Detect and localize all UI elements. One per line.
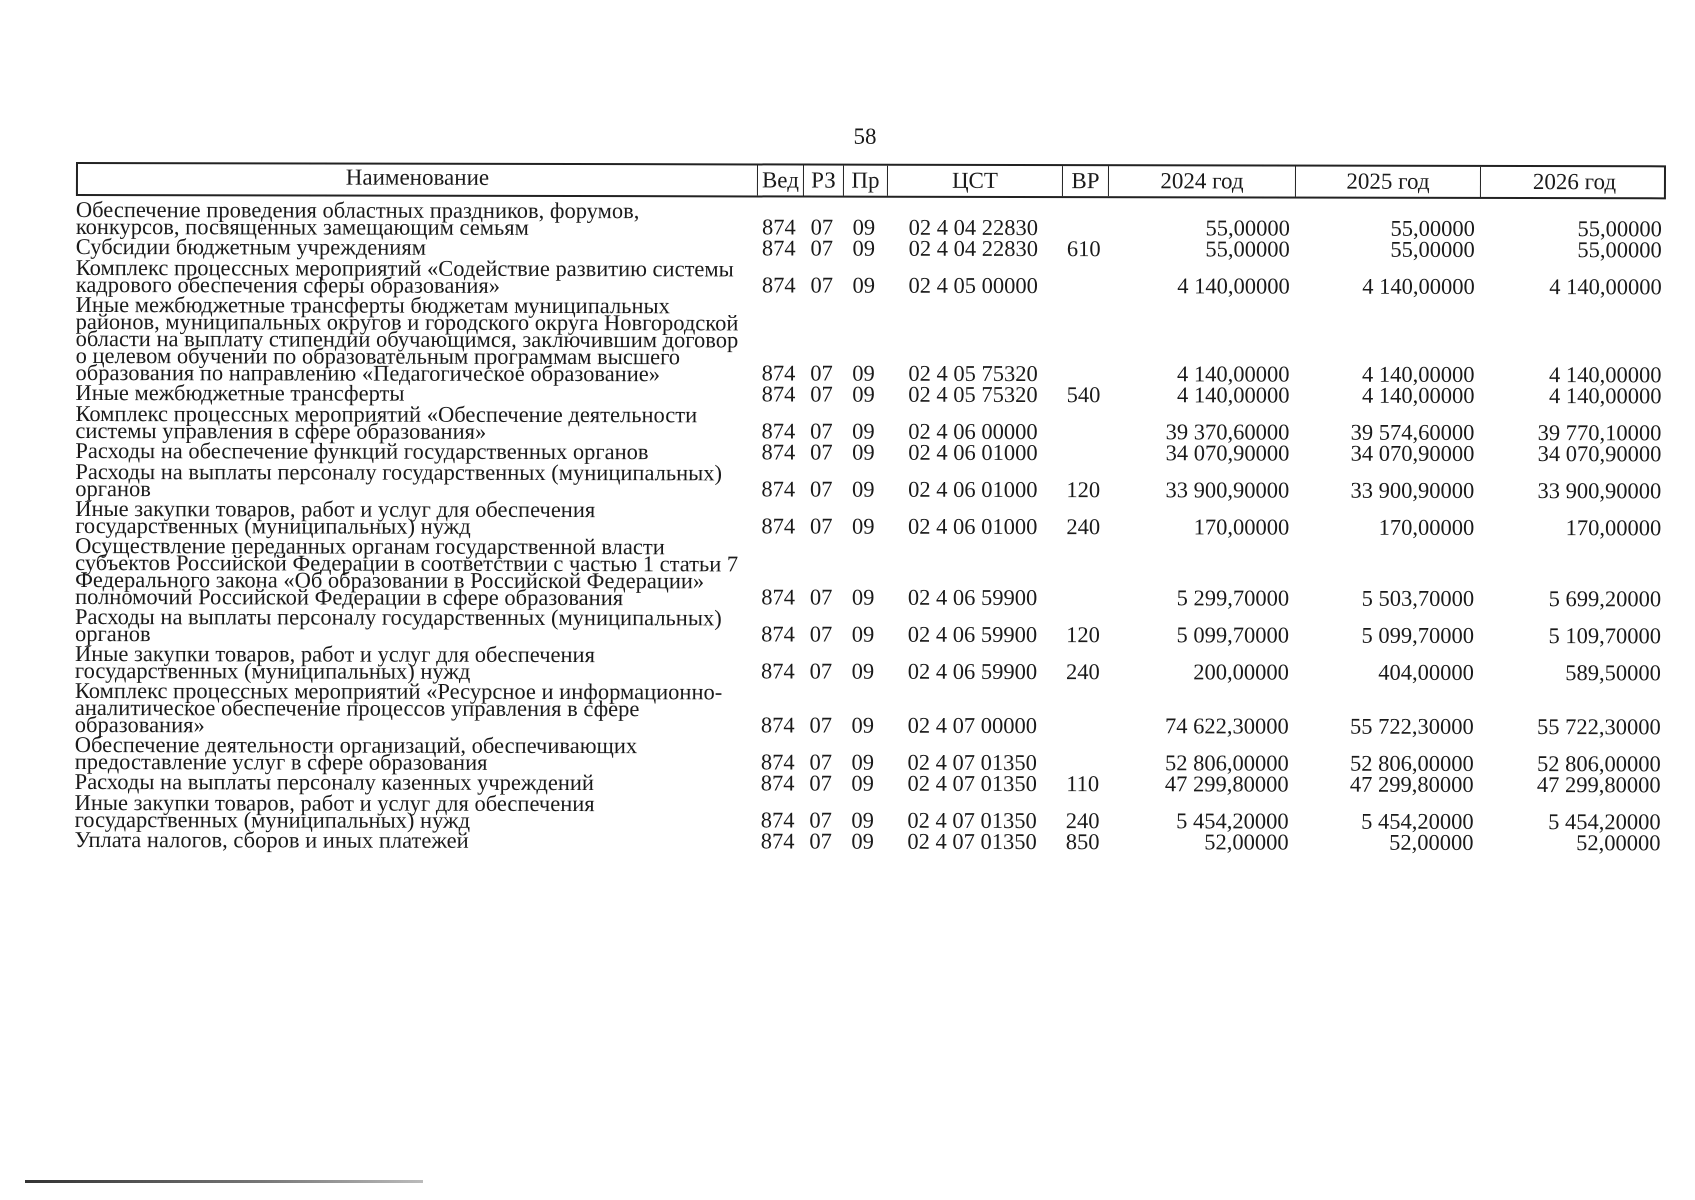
row-rz: 07 xyxy=(810,214,834,240)
row-2025: 5 099,70000 xyxy=(1361,622,1475,648)
row-2024: 33 900,90000 xyxy=(1165,477,1290,503)
row-name: Расходы на выплаты персоналу государственных (муниципальных) органов xyxy=(74,603,722,647)
row-2026: 55,00000 xyxy=(1577,216,1662,242)
row-2026: 39 770,10000 xyxy=(1537,420,1662,446)
row-2024: 34 070,90000 xyxy=(1165,440,1290,466)
row-pr: 09 xyxy=(852,418,875,444)
row-name: Расходы на выплаты персоналу государственных (муниципальных) органов xyxy=(75,458,723,502)
table-row xyxy=(74,789,1665,835)
row-ved: 874 xyxy=(760,828,795,854)
row-cst: 02 4 06 59900 xyxy=(907,584,1038,611)
row-2024: 5 099,70000 xyxy=(1176,622,1290,648)
row-pr: 09 xyxy=(851,770,874,796)
row-vr xyxy=(1060,731,1106,735)
header-2024: 2024 год xyxy=(1109,166,1296,196)
row-name: Комплекс процессных мероприятий «Содействие развитию системы кадрового обеспечения сферы образования» xyxy=(75,254,734,298)
row-2025: 33 900,90000 xyxy=(1350,477,1475,503)
row-name: Иные закупки товаров, работ и услуг для обеспечения государственных (муниципальных) нужд xyxy=(74,640,595,684)
table-row xyxy=(75,196,1666,242)
row-pr: 09 xyxy=(851,807,874,833)
row-pr: 09 xyxy=(852,476,875,502)
row-vr: 240 xyxy=(1065,808,1100,834)
row-2026: 52 806,00000 xyxy=(1536,751,1661,777)
row-2025: 55,00000 xyxy=(1390,215,1475,241)
row-vr: 610 xyxy=(1066,236,1101,262)
row-name: Субсидии бюджетным учреждениям xyxy=(75,233,426,260)
row-ved: 874 xyxy=(760,770,795,796)
row-name: Расходы на выплаты персоналу казенных учреждений xyxy=(74,768,595,796)
table-body xyxy=(74,196,1666,856)
table-row xyxy=(75,495,1665,541)
row-cst: 02 4 07 01350 xyxy=(907,749,1037,776)
row-name: Обеспечение проведения областных праздников, форумов, конкурсов, посвященных замещающим семьям xyxy=(75,196,640,240)
header-rz: РЗ xyxy=(804,166,844,196)
row-name: Комплекс процессных мероприятий «Обеспечение деятельности системы управления в сфере образования» xyxy=(75,400,698,444)
row-ved: 874 xyxy=(761,513,796,539)
row-2024: 170,00000 xyxy=(1193,514,1290,540)
row-rz: 07 xyxy=(809,584,833,610)
row-2024: 4 140,00000 xyxy=(1177,361,1290,387)
row-2024: 52 806,00000 xyxy=(1164,750,1289,776)
row-2026: 4 140,00000 xyxy=(1548,383,1662,409)
row-2026: 47 299,80000 xyxy=(1536,772,1661,798)
header-2026: 2026 год xyxy=(1532,169,1617,195)
table-row xyxy=(74,826,1665,856)
row-ved: 874 xyxy=(761,418,796,444)
table-row xyxy=(75,532,1665,612)
row-ved: 874 xyxy=(761,439,796,465)
row-2024: 55,00000 xyxy=(1205,215,1290,241)
row-ved: 874 xyxy=(761,235,796,261)
row-2024: 5 454,20000 xyxy=(1176,808,1289,834)
row-pr: 09 xyxy=(851,749,875,775)
row-2026: 5 454,20000 xyxy=(1548,809,1661,835)
row-cst: 02 4 07 01350 xyxy=(907,828,1037,855)
row-pr: 09 xyxy=(852,381,875,407)
row-rz: 07 xyxy=(810,418,833,444)
row-2025: 52 806,00000 xyxy=(1349,750,1474,776)
row-vr xyxy=(1060,603,1106,607)
row-pr: 09 xyxy=(851,712,875,738)
row-name: Уплата налогов, сборов и иных платежей xyxy=(74,826,469,853)
row-2025: 52,00000 xyxy=(1389,829,1474,855)
table-row xyxy=(75,400,1665,446)
row-2024: 5 299,70000 xyxy=(1176,585,1290,611)
row-ved: 874 xyxy=(761,584,795,610)
row-2026: 55,00000 xyxy=(1577,237,1662,263)
row-vr: 540 xyxy=(1066,382,1101,408)
row-2026: 4 140,00000 xyxy=(1549,274,1662,300)
row-ved: 874 xyxy=(760,807,795,833)
row-rz: 07 xyxy=(810,476,833,502)
row-name: Иные межбюджетные трансферты бюджетам муниципальных районов, муниципальных округов и городского округа Новгородской области на выплату стипендии обучающимся, заключившим договор о целевом обучении по образовательным программам высшего образования по направлению «Педагогическое образование» xyxy=(75,291,739,387)
row-cst: 02 4 06 00000 xyxy=(908,418,1038,445)
row-rz: 07 xyxy=(809,513,833,539)
row-rz: 07 xyxy=(809,658,833,684)
row-cst: 02 4 06 59900 xyxy=(907,658,1038,685)
header-vr: ВР xyxy=(1063,166,1109,196)
header-ved: Вед xyxy=(758,165,804,195)
header-cst: ЦСТ xyxy=(888,166,1063,196)
row-cst: 02 4 06 01000 xyxy=(908,439,1038,466)
row-2024: 4 140,00000 xyxy=(1176,382,1290,408)
row-cst: 02 4 04 22830 xyxy=(908,214,1039,241)
row-2024: 52,00000 xyxy=(1204,829,1289,855)
row-2024: 200,00000 xyxy=(1193,659,1289,685)
row-2025: 39 574,60000 xyxy=(1350,419,1475,445)
row-cst: 02 4 05 75320 xyxy=(908,381,1038,408)
table-row xyxy=(74,640,1665,686)
table-row xyxy=(75,254,1666,300)
row-2025: 4 140,00000 xyxy=(1361,382,1475,408)
row-ved: 874 xyxy=(761,360,796,386)
row-ved: 874 xyxy=(760,749,795,775)
row-2025: 55 722,30000 xyxy=(1350,713,1474,739)
row-name: Иные закупки товаров, работ и услуг для обеспечения государственных (муниципальных) нужд xyxy=(74,789,595,833)
row-ved: 874 xyxy=(761,214,796,240)
table-row xyxy=(75,291,1666,388)
row-name: Расходы на обеспечение функций государственных органов xyxy=(75,437,649,465)
row-name: Иные межбюджетные трансферты xyxy=(75,379,405,406)
row-2026: 34 070,90000 xyxy=(1537,441,1662,467)
row-ved: 874 xyxy=(761,272,796,298)
row-cst: 02 4 05 75320 xyxy=(908,360,1038,387)
row-pr: 09 xyxy=(851,513,875,539)
row-ved: 874 xyxy=(761,658,795,684)
row-vr: 110 xyxy=(1066,771,1100,797)
row-2026: 589,50000 xyxy=(1565,660,1661,686)
row-name: Иные закупки товаров, работ и услуг для обеспечения государственных (муниципальных) нужд xyxy=(75,495,596,539)
row-pr: 09 xyxy=(851,658,875,684)
table-row xyxy=(74,603,1665,649)
row-name: Комплекс процессных мероприятий «Ресурсное и информационно-аналитическое обеспечение процессов управления в сфере образования» xyxy=(74,677,723,738)
header-pr: Пр xyxy=(844,166,888,196)
row-pr: 09 xyxy=(851,584,875,610)
row-rz: 07 xyxy=(809,621,833,647)
row-rz: 07 xyxy=(809,828,832,854)
row-pr: 09 xyxy=(852,360,875,386)
row-vr: 240 xyxy=(1066,514,1101,540)
row-rz: 07 xyxy=(809,807,832,833)
header-name: Наименование xyxy=(78,164,758,195)
row-rz: 07 xyxy=(810,381,833,407)
header-2025: 2025 год xyxy=(1296,167,1481,197)
row-rz: 07 xyxy=(809,749,833,775)
row-2024: 47 299,80000 xyxy=(1164,771,1289,797)
row-pr: 09 xyxy=(852,439,875,465)
row-cst: 02 4 04 22830 xyxy=(908,235,1039,262)
row-name: Осуществление переданных органам государственной власти субъектов Российской Федерации в соответствии с частью 1 статьи 7 Федерального закона «Об образовании в Российской Федерации» полномочий Российской Федерации в сфере образования xyxy=(75,532,739,611)
row-rz: 07 xyxy=(810,360,833,386)
row-name: Обеспечение деятельности организаций, обеспечивающих предоставление услуг в сфере образования xyxy=(74,731,638,775)
row-vr: 120 xyxy=(1066,477,1101,503)
row-2025: 4 140,00000 xyxy=(1362,361,1475,387)
table-row xyxy=(74,731,1665,777)
row-2026: 170,00000 xyxy=(1565,515,1662,541)
row-vr xyxy=(1060,437,1106,441)
row-rz: 07 xyxy=(810,272,834,298)
row-2024: 55,00000 xyxy=(1205,236,1290,262)
row-ved: 874 xyxy=(760,712,795,738)
row-pr: 09 xyxy=(852,272,876,298)
row-2025: 47 299,80000 xyxy=(1349,771,1474,797)
row-rz: 07 xyxy=(810,439,833,465)
row-pr: 09 xyxy=(852,214,876,240)
row-2024: 74 622,30000 xyxy=(1165,713,1289,739)
row-cst: 02 4 06 01000 xyxy=(908,476,1038,503)
table-row xyxy=(75,458,1665,504)
row-2024: 4 140,00000 xyxy=(1177,273,1290,299)
row-2026: 5 699,20000 xyxy=(1548,586,1662,612)
row-pr: 09 xyxy=(852,235,876,261)
row-ved: 874 xyxy=(761,476,796,502)
row-2025: 34 070,90000 xyxy=(1350,440,1475,466)
row-vr: 120 xyxy=(1066,622,1100,648)
row-cst: 02 4 06 59900 xyxy=(907,621,1038,648)
row-2025: 5 503,70000 xyxy=(1361,585,1475,611)
footer-rule xyxy=(25,1180,423,1183)
row-cst: 02 4 05 00000 xyxy=(908,272,1038,299)
table-header xyxy=(76,162,1666,199)
row-rz: 07 xyxy=(809,712,833,738)
row-pr: 09 xyxy=(851,621,875,647)
row-2024: 39 370,60000 xyxy=(1165,419,1290,445)
row-vr: 240 xyxy=(1066,659,1100,685)
row-2025: 5 454,20000 xyxy=(1361,808,1474,834)
row-cst: 02 4 07 00000 xyxy=(907,712,1038,739)
row-2026: 55 722,30000 xyxy=(1537,714,1661,740)
row-2025: 55,00000 xyxy=(1390,236,1475,262)
row-2026: 5 109,70000 xyxy=(1548,623,1662,649)
row-2025: 4 140,00000 xyxy=(1362,273,1475,299)
row-cst: 02 4 07 01350 xyxy=(907,807,1037,834)
row-cst: 02 4 06 01000 xyxy=(908,513,1038,540)
row-rz: 07 xyxy=(809,770,832,796)
table-row xyxy=(74,677,1665,740)
row-vr xyxy=(1060,458,1106,462)
row-ved: 874 xyxy=(761,381,796,407)
row-2026: 33 900,90000 xyxy=(1537,478,1662,504)
row-2025: 170,00000 xyxy=(1378,514,1475,540)
budget-table xyxy=(74,162,1666,856)
row-rz: 07 xyxy=(810,235,834,261)
row-ved: 874 xyxy=(761,621,795,647)
page-number: 58 xyxy=(853,124,877,149)
row-cst: 02 4 07 01350 xyxy=(907,770,1037,797)
row-pr: 09 xyxy=(851,828,874,854)
row-2026: 52,00000 xyxy=(1576,830,1661,856)
row-vr xyxy=(1061,291,1107,295)
row-2025: 404,00000 xyxy=(1378,659,1474,685)
row-vr: 850 xyxy=(1065,829,1100,855)
row-2026: 4 140,00000 xyxy=(1549,362,1662,388)
